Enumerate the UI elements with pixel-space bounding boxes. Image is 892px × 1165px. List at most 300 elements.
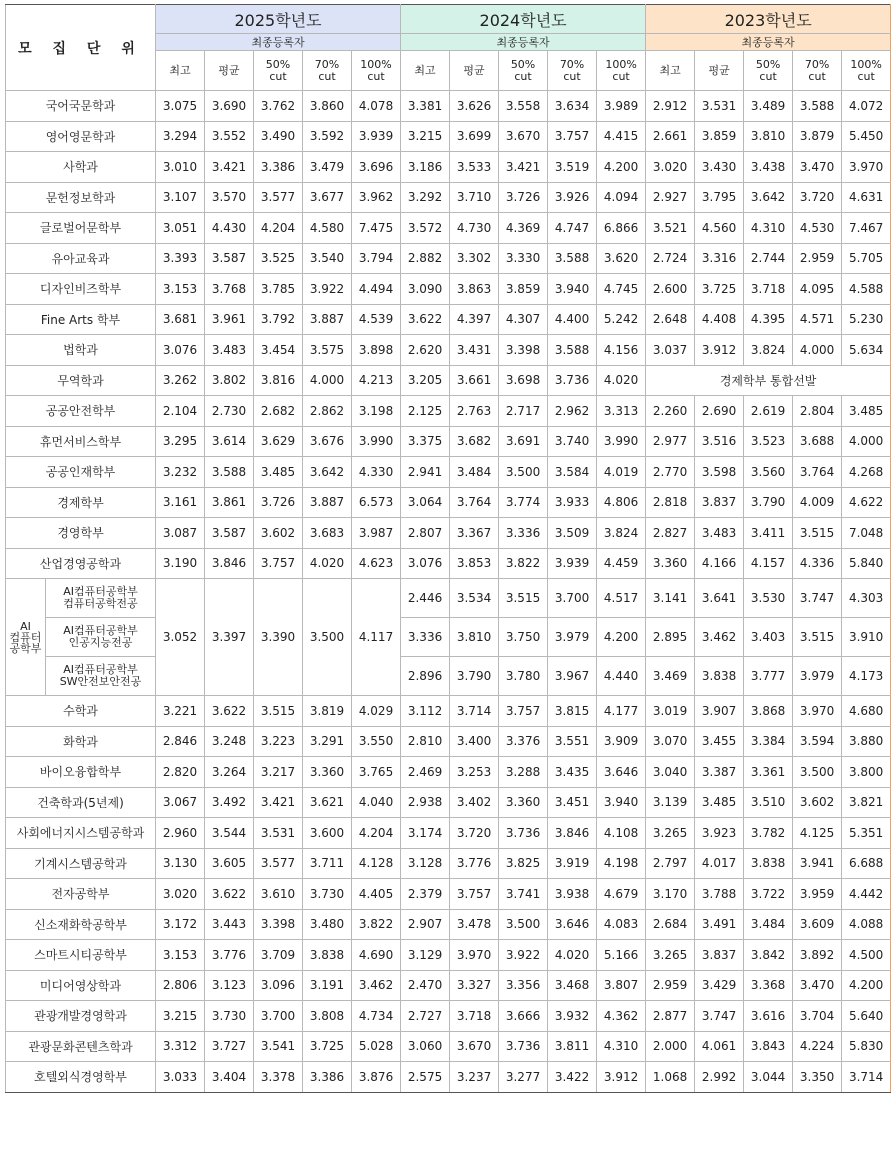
value-cell: 2.717 bbox=[499, 396, 548, 427]
value-cell: 3.699 bbox=[450, 121, 499, 152]
value-cell: 2.895 bbox=[646, 618, 695, 657]
value-cell: 3.876 bbox=[352, 1062, 401, 1093]
value-cell: 3.853 bbox=[450, 548, 499, 579]
value-cell: 3.741 bbox=[499, 879, 548, 910]
value-cell: 3.700 bbox=[254, 1001, 303, 1032]
value-cell: 5.028 bbox=[352, 1031, 401, 1062]
value-cell: 2.960 bbox=[156, 818, 205, 849]
value-cell: 4.330 bbox=[352, 457, 401, 488]
value-cell: 3.515 bbox=[793, 518, 842, 549]
column-header: 70% cut bbox=[793, 51, 842, 91]
value-cell: 3.710 bbox=[450, 182, 499, 213]
value-cell: 2.846 bbox=[156, 726, 205, 757]
value-cell: 2.804 bbox=[793, 396, 842, 427]
value-cell: 3.776 bbox=[205, 940, 254, 971]
department-name: 화학과 bbox=[6, 726, 156, 757]
department-name: 미디어영상학과 bbox=[6, 970, 156, 1001]
value-cell: 2.000 bbox=[646, 1031, 695, 1062]
table-row bbox=[6, 91, 891, 122]
value-cell: 2.862 bbox=[303, 396, 352, 427]
value-cell: 3.725 bbox=[695, 274, 744, 305]
value-cell: 4.020 bbox=[303, 548, 352, 579]
value-cell: 3.907 bbox=[695, 696, 744, 727]
value-cell: 3.970 bbox=[793, 696, 842, 727]
value-cell: 3.215 bbox=[401, 121, 450, 152]
table-row bbox=[6, 1031, 891, 1062]
value-cell: 3.720 bbox=[793, 182, 842, 213]
value-cell: 3.922 bbox=[499, 940, 548, 971]
value-cell: 2.575 bbox=[401, 1062, 450, 1093]
department-name: 전자공학부 bbox=[6, 879, 156, 910]
table-row bbox=[6, 182, 891, 213]
value-cell: 3.521 bbox=[646, 213, 695, 244]
value-cell: 3.765 bbox=[352, 757, 401, 788]
value-cell: 3.714 bbox=[842, 1062, 891, 1093]
value-cell: 3.223 bbox=[254, 726, 303, 757]
department-name: 디자인비즈학부 bbox=[6, 274, 156, 305]
value-cell: 5.640 bbox=[842, 1001, 891, 1032]
value-cell: 3.544 bbox=[205, 818, 254, 849]
value-cell: 4.303 bbox=[842, 579, 891, 618]
value-cell: 3.294 bbox=[156, 121, 205, 152]
major-name: AI컴퓨터공학부 인공지능전공 bbox=[46, 618, 156, 657]
value-cell: 4.029 bbox=[352, 696, 401, 727]
value-cell: 3.824 bbox=[597, 518, 646, 549]
value-cell: 4.530 bbox=[793, 213, 842, 244]
value-cell: 4.622 bbox=[842, 487, 891, 518]
value-cell: 3.421 bbox=[499, 152, 548, 183]
value-cell: 3.736 bbox=[499, 1031, 548, 1062]
value-cell: 3.070 bbox=[646, 726, 695, 757]
value-cell: 3.933 bbox=[548, 487, 597, 518]
year-2025-subheader: 최종등록자 bbox=[156, 34, 401, 51]
value-cell: 2.938 bbox=[401, 787, 450, 818]
value-cell: 3.750 bbox=[499, 618, 548, 657]
value-cell: 3.291 bbox=[303, 726, 352, 757]
value-cell: 3.402 bbox=[450, 787, 499, 818]
value-cell: 3.525 bbox=[254, 243, 303, 274]
year-2024-subheader: 최종등록자 bbox=[401, 34, 646, 51]
value-cell: 4.400 bbox=[548, 304, 597, 335]
value-cell: 3.714 bbox=[450, 696, 499, 727]
value-cell: 3.575 bbox=[303, 335, 352, 366]
value-cell: 3.670 bbox=[450, 1031, 499, 1062]
year-2024-header: 2024학년도 bbox=[401, 5, 646, 34]
value-cell: 3.386 bbox=[254, 152, 303, 183]
merged-value-cell: 3.397 bbox=[205, 579, 254, 696]
value-cell: 4.072 bbox=[842, 91, 891, 122]
value-cell: 3.515 bbox=[793, 618, 842, 657]
value-cell: 3.550 bbox=[352, 726, 401, 757]
value-cell: 2.927 bbox=[646, 182, 695, 213]
value-cell: 4.442 bbox=[842, 879, 891, 910]
value-cell: 3.398 bbox=[499, 335, 548, 366]
value-cell: 3.087 bbox=[156, 518, 205, 549]
value-cell: 4.730 bbox=[450, 213, 499, 244]
value-cell: 3.774 bbox=[499, 487, 548, 518]
table-row bbox=[6, 121, 891, 152]
value-cell: 3.961 bbox=[205, 304, 254, 335]
value-cell: 3.764 bbox=[793, 457, 842, 488]
value-cell: 4.173 bbox=[842, 657, 891, 696]
year-2025-header: 2025학년도 bbox=[156, 5, 401, 34]
value-cell: 3.838 bbox=[695, 657, 744, 696]
value-cell: 2.446 bbox=[401, 579, 450, 618]
value-cell: 4.310 bbox=[744, 213, 793, 244]
value-cell: 3.987 bbox=[352, 518, 401, 549]
value-cell: 3.859 bbox=[695, 121, 744, 152]
value-cell: 2.882 bbox=[401, 243, 450, 274]
value-cell: 3.810 bbox=[450, 618, 499, 657]
value-cell: 3.248 bbox=[205, 726, 254, 757]
value-cell: 3.076 bbox=[156, 335, 205, 366]
department-name: 바이오융합학부 bbox=[6, 757, 156, 788]
value-cell: 2.907 bbox=[401, 909, 450, 940]
value-cell: 3.682 bbox=[450, 426, 499, 457]
value-cell: 3.500 bbox=[793, 757, 842, 788]
value-cell: 3.587 bbox=[205, 518, 254, 549]
value-cell: 3.757 bbox=[254, 548, 303, 579]
value-cell: 2.962 bbox=[548, 396, 597, 427]
column-header: 100% cut bbox=[842, 51, 891, 91]
value-cell: 4.369 bbox=[499, 213, 548, 244]
value-cell: 3.622 bbox=[401, 304, 450, 335]
table-row bbox=[6, 696, 891, 727]
value-cell: 3.792 bbox=[254, 304, 303, 335]
value-cell: 4.500 bbox=[842, 940, 891, 971]
department-name: Fine Arts 학부 bbox=[6, 304, 156, 335]
value-cell: 2.470 bbox=[401, 970, 450, 1001]
value-cell: 3.910 bbox=[842, 618, 891, 657]
value-cell: 3.360 bbox=[499, 787, 548, 818]
value-cell: 3.807 bbox=[597, 970, 646, 1001]
value-cell: 3.626 bbox=[450, 91, 499, 122]
department-name: 스마트시티공학부 bbox=[6, 940, 156, 971]
value-cell: 3.711 bbox=[303, 848, 352, 879]
value-cell: 3.926 bbox=[548, 182, 597, 213]
value-cell: 3.730 bbox=[205, 1001, 254, 1032]
value-cell: 2.818 bbox=[646, 487, 695, 518]
value-cell: 3.172 bbox=[156, 909, 205, 940]
value-cell: 3.622 bbox=[205, 696, 254, 727]
value-cell: 5.840 bbox=[842, 548, 891, 579]
value-cell: 4.680 bbox=[842, 696, 891, 727]
value-cell: 6.573 bbox=[352, 487, 401, 518]
column-header: 평균 bbox=[695, 51, 744, 91]
value-cell: 3.443 bbox=[205, 909, 254, 940]
value-cell: 3.540 bbox=[303, 243, 352, 274]
value-cell: 4.690 bbox=[352, 940, 401, 971]
value-cell: 5.634 bbox=[842, 335, 891, 366]
table-row bbox=[6, 335, 891, 366]
value-cell: 2.379 bbox=[401, 879, 450, 910]
department-name: 공공안전학부 bbox=[6, 396, 156, 427]
value-cell: 3.040 bbox=[646, 757, 695, 788]
value-cell: 4.734 bbox=[352, 1001, 401, 1032]
value-cell: 3.033 bbox=[156, 1062, 205, 1093]
value-cell: 3.959 bbox=[793, 879, 842, 910]
value-cell: 3.534 bbox=[450, 579, 499, 618]
value-cell: 3.736 bbox=[548, 365, 597, 396]
value-cell: 3.602 bbox=[254, 518, 303, 549]
value-cell: 3.795 bbox=[695, 182, 744, 213]
value-cell: 2.260 bbox=[646, 396, 695, 427]
value-cell: 3.808 bbox=[303, 1001, 352, 1032]
department-name: 유아교육과 bbox=[6, 243, 156, 274]
value-cell: 3.720 bbox=[450, 818, 499, 849]
value-cell: 1.068 bbox=[646, 1062, 695, 1093]
group-name: AI 컴퓨터 공학부 bbox=[6, 579, 46, 696]
value-cell: 4.083 bbox=[597, 909, 646, 940]
department-name: 휴먼서비스학부 bbox=[6, 426, 156, 457]
column-header: 70% cut bbox=[548, 51, 597, 91]
value-cell: 3.438 bbox=[744, 152, 793, 183]
value-cell: 3.019 bbox=[646, 696, 695, 727]
value-cell: 3.676 bbox=[303, 426, 352, 457]
value-cell: 3.989 bbox=[597, 91, 646, 122]
value-cell: 3.800 bbox=[842, 757, 891, 788]
value-cell: 4.517 bbox=[597, 579, 646, 618]
value-cell: 3.785 bbox=[254, 274, 303, 305]
value-cell: 3.740 bbox=[548, 426, 597, 457]
value-cell: 4.019 bbox=[597, 457, 646, 488]
value-cell: 4.000 bbox=[303, 365, 352, 396]
value-cell: 3.691 bbox=[499, 426, 548, 457]
value-cell: 3.646 bbox=[548, 909, 597, 940]
value-cell: 3.533 bbox=[450, 152, 499, 183]
value-cell: 3.479 bbox=[303, 152, 352, 183]
value-cell: 3.186 bbox=[401, 152, 450, 183]
value-cell: 3.265 bbox=[646, 818, 695, 849]
value-cell: 3.868 bbox=[744, 696, 793, 727]
value-cell: 3.491 bbox=[695, 909, 744, 940]
value-cell: 2.684 bbox=[646, 909, 695, 940]
value-cell: 3.815 bbox=[548, 696, 597, 727]
value-cell: 3.747 bbox=[695, 1001, 744, 1032]
value-cell: 4.440 bbox=[597, 657, 646, 696]
value-cell: 5.830 bbox=[842, 1031, 891, 1062]
value-cell: 2.827 bbox=[646, 518, 695, 549]
value-cell: 3.588 bbox=[548, 243, 597, 274]
value-cell: 3.531 bbox=[254, 818, 303, 849]
value-cell: 3.485 bbox=[842, 396, 891, 427]
value-cell: 3.602 bbox=[793, 787, 842, 818]
value-cell: 3.932 bbox=[548, 1001, 597, 1032]
value-cell: 3.170 bbox=[646, 879, 695, 910]
value-cell: 2.727 bbox=[401, 1001, 450, 1032]
value-cell: 3.837 bbox=[695, 487, 744, 518]
table-row bbox=[6, 657, 891, 696]
value-cell: 3.139 bbox=[646, 787, 695, 818]
value-cell: 3.153 bbox=[156, 940, 205, 971]
value-cell: 3.696 bbox=[352, 152, 401, 183]
value-cell: 3.970 bbox=[450, 940, 499, 971]
value-cell: 3.558 bbox=[499, 91, 548, 122]
value-cell: 3.592 bbox=[303, 121, 352, 152]
value-cell: 3.764 bbox=[450, 487, 499, 518]
value-cell: 3.500 bbox=[499, 909, 548, 940]
value-cell: 3.509 bbox=[548, 518, 597, 549]
value-cell: 3.616 bbox=[744, 1001, 793, 1032]
value-cell: 3.375 bbox=[401, 426, 450, 457]
value-cell: 3.205 bbox=[401, 365, 450, 396]
value-cell: 3.777 bbox=[744, 657, 793, 696]
table-row bbox=[6, 518, 891, 549]
value-cell: 3.912 bbox=[597, 1062, 646, 1093]
value-cell: 3.090 bbox=[401, 274, 450, 305]
table-row bbox=[6, 618, 891, 657]
value-cell: 3.430 bbox=[695, 152, 744, 183]
value-cell: 3.990 bbox=[597, 426, 646, 457]
value-cell: 3.130 bbox=[156, 848, 205, 879]
value-cell: 3.075 bbox=[156, 91, 205, 122]
value-cell: 3.722 bbox=[744, 879, 793, 910]
value-cell: 4.200 bbox=[597, 618, 646, 657]
value-cell: 3.880 bbox=[842, 726, 891, 757]
value-cell: 4.078 bbox=[352, 91, 401, 122]
value-cell: 3.381 bbox=[401, 91, 450, 122]
value-cell: 3.360 bbox=[303, 757, 352, 788]
table-row bbox=[6, 274, 891, 305]
value-cell: 3.462 bbox=[695, 618, 744, 657]
table-body bbox=[6, 91, 891, 1093]
value-cell: 3.560 bbox=[744, 457, 793, 488]
value-cell: 4.204 bbox=[352, 818, 401, 849]
value-cell: 2.941 bbox=[401, 457, 450, 488]
value-cell: 3.811 bbox=[548, 1031, 597, 1062]
value-cell: 3.681 bbox=[156, 304, 205, 335]
value-cell: 2.959 bbox=[793, 243, 842, 274]
value-cell: 4.156 bbox=[597, 335, 646, 366]
value-cell: 3.141 bbox=[646, 579, 695, 618]
value-cell: 3.221 bbox=[156, 696, 205, 727]
value-cell: 3.327 bbox=[450, 970, 499, 1001]
value-cell: 3.470 bbox=[793, 152, 842, 183]
value-cell: 5.242 bbox=[597, 304, 646, 335]
value-cell: 2.648 bbox=[646, 304, 695, 335]
value-cell: 2.992 bbox=[695, 1062, 744, 1093]
table-row bbox=[6, 787, 891, 818]
department-name: 기계시스템공학과 bbox=[6, 848, 156, 879]
column-header: 100% cut bbox=[352, 51, 401, 91]
value-cell: 3.519 bbox=[548, 152, 597, 183]
table-row bbox=[6, 818, 891, 849]
value-cell: 2.619 bbox=[744, 396, 793, 427]
merged-value-cell: 4.117 bbox=[352, 579, 401, 696]
value-cell: 4.125 bbox=[793, 818, 842, 849]
value-cell: 3.313 bbox=[597, 396, 646, 427]
value-cell: 3.577 bbox=[254, 848, 303, 879]
value-cell: 3.661 bbox=[450, 365, 499, 396]
value-cell: 4.224 bbox=[793, 1031, 842, 1062]
value-cell: 4.020 bbox=[597, 365, 646, 396]
value-cell: 3.462 bbox=[352, 970, 401, 1001]
value-cell: 3.620 bbox=[597, 243, 646, 274]
value-cell: 7.475 bbox=[352, 213, 401, 244]
value-cell: 3.020 bbox=[646, 152, 695, 183]
department-name: 공공인재학부 bbox=[6, 457, 156, 488]
admission-results-table bbox=[5, 4, 891, 1093]
value-cell: 3.515 bbox=[254, 696, 303, 727]
value-cell: 5.351 bbox=[842, 818, 891, 849]
table-row bbox=[6, 365, 891, 396]
value-cell: 3.551 bbox=[548, 726, 597, 757]
value-cell: 2.730 bbox=[205, 396, 254, 427]
value-cell: 3.700 bbox=[548, 579, 597, 618]
table-row bbox=[6, 396, 891, 427]
department-name: 경영학부 bbox=[6, 518, 156, 549]
value-cell: 3.480 bbox=[303, 909, 352, 940]
value-cell: 2.125 bbox=[401, 396, 450, 427]
value-cell: 3.468 bbox=[548, 970, 597, 1001]
year-2023-header: 2023학년도 bbox=[646, 5, 891, 34]
merged-value-cell: 3.052 bbox=[156, 579, 205, 696]
department-name: 글로벌어문학부 bbox=[6, 213, 156, 244]
value-cell: 3.485 bbox=[254, 457, 303, 488]
value-cell: 2.770 bbox=[646, 457, 695, 488]
value-cell: 3.979 bbox=[548, 618, 597, 657]
value-cell: 3.822 bbox=[352, 909, 401, 940]
value-cell: 4.108 bbox=[597, 818, 646, 849]
column-header: 50% cut bbox=[499, 51, 548, 91]
value-cell: 3.861 bbox=[205, 487, 254, 518]
value-cell: 7.048 bbox=[842, 518, 891, 549]
value-cell: 4.017 bbox=[695, 848, 744, 879]
value-cell: 4.395 bbox=[744, 304, 793, 335]
value-cell: 2.896 bbox=[401, 657, 450, 696]
table-row bbox=[6, 304, 891, 335]
value-cell: 2.807 bbox=[401, 518, 450, 549]
value-cell: 3.215 bbox=[156, 1001, 205, 1032]
value-cell: 3.892 bbox=[793, 940, 842, 971]
table-row bbox=[6, 457, 891, 488]
value-cell: 3.887 bbox=[303, 304, 352, 335]
value-cell: 3.641 bbox=[695, 579, 744, 618]
value-cell: 2.104 bbox=[156, 396, 205, 427]
value-cell: 3.709 bbox=[254, 940, 303, 971]
value-cell: 2.877 bbox=[646, 1001, 695, 1032]
table-row bbox=[6, 487, 891, 518]
value-cell: 3.621 bbox=[303, 787, 352, 818]
table-row bbox=[6, 213, 891, 244]
major-name: AI컴퓨터공학부 컴퓨터공학전공 bbox=[46, 579, 156, 618]
value-cell: 2.810 bbox=[401, 726, 450, 757]
value-cell: 2.763 bbox=[450, 396, 499, 427]
value-cell: 3.523 bbox=[744, 426, 793, 457]
value-cell: 3.922 bbox=[303, 274, 352, 305]
value-cell: 3.368 bbox=[744, 970, 793, 1001]
value-cell: 4.747 bbox=[548, 213, 597, 244]
value-cell: 3.824 bbox=[744, 335, 793, 366]
value-cell: 6.688 bbox=[842, 848, 891, 879]
value-cell: 3.510 bbox=[744, 787, 793, 818]
value-cell: 3.594 bbox=[793, 726, 842, 757]
value-cell: 3.736 bbox=[499, 818, 548, 849]
value-cell: 3.802 bbox=[205, 365, 254, 396]
value-cell: 3.646 bbox=[597, 757, 646, 788]
value-cell: 3.190 bbox=[156, 548, 205, 579]
value-cell: 3.572 bbox=[401, 213, 450, 244]
column-header: 50% cut bbox=[744, 51, 793, 91]
value-cell: 4.430 bbox=[205, 213, 254, 244]
value-cell: 4.000 bbox=[842, 426, 891, 457]
value-cell: 3.690 bbox=[205, 91, 254, 122]
table-row bbox=[6, 970, 891, 1001]
value-cell: 4.200 bbox=[842, 970, 891, 1001]
table-row bbox=[6, 1062, 891, 1093]
value-cell: 3.843 bbox=[744, 1031, 793, 1062]
value-cell: 3.838 bbox=[303, 940, 352, 971]
